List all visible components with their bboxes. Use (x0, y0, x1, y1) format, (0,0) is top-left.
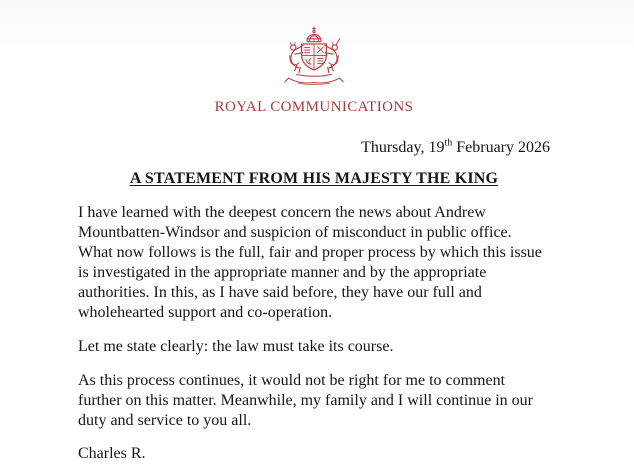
crown-icon (307, 27, 321, 42)
date-prefix: Thursday, 19 (361, 139, 445, 156)
lion-supporter-icon (289, 43, 303, 73)
date-ordinal: th (444, 137, 453, 149)
date-rest: February 2026 (452, 139, 550, 156)
royal-crest-icon (266, 22, 362, 92)
organization-wordmark: ROYAL COMMUNICATIONS (214, 99, 414, 115)
letterhead (78, 22, 550, 116)
statement-paragraph: I have learned with the deepest concern the news about Andrew Mountbatten-Windsor and suspicion of misconduct in public office. What now follows is the full, fair and proper process by which this issue is investigated in the appropriate manner and by the appropriate authorities. In this, as I have said before, they have our full and wholehearted support and co-operation. (78, 204, 542, 321)
statement-body (78, 203, 550, 431)
statement-heading: A STATEMENT FROM HIS MAJESTY THE KING (129, 170, 499, 187)
statement-paragraph: Let me state clearly: the law must take its course. (78, 338, 394, 355)
unicorn-supporter-icon (325, 39, 340, 73)
statement-paragraph: As this process continues, it would not be right for me to comment further on this matter. Meanwhile, my family and I will continue in our duty and service to you all. (78, 372, 534, 429)
motto-ribbon-icon (285, 74, 343, 84)
date-line (78, 138, 550, 158)
shield-icon (302, 44, 327, 70)
signature: Charles R. (78, 445, 146, 462)
